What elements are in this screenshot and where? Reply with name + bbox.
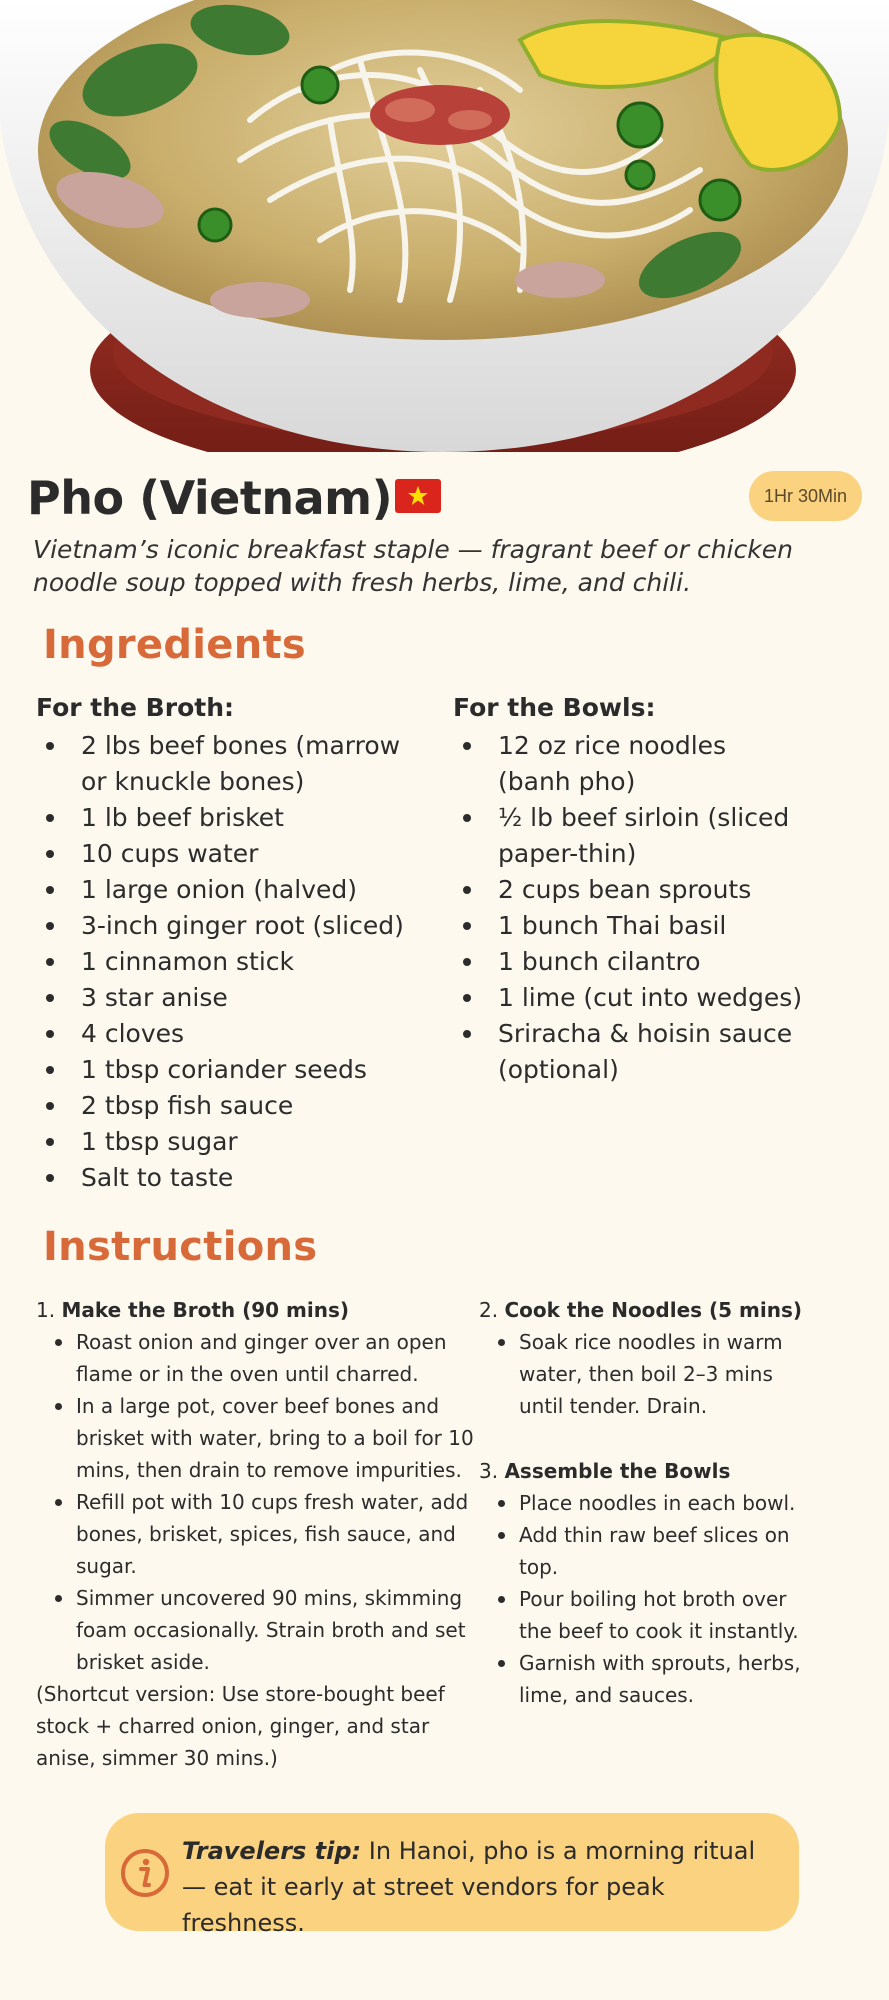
list-item: 4 cloves — [36, 1016, 406, 1052]
list-item: 3 star anise — [36, 980, 406, 1016]
bowls-title: For the Bowls: — [453, 693, 656, 722]
list-item: Garnish with sprouts, herbs, lime, and sauces. — [479, 1647, 819, 1711]
broth-title: For the Broth: — [36, 693, 234, 722]
list-item: 1 tbsp coriander seeds — [36, 1052, 406, 1088]
list-item: Pour boiling hot broth over the beef to cook it instantly. — [479, 1583, 819, 1647]
list-item: Soak rice noodles in warm water, then boil 2–3 mins until tender. Drain. — [479, 1326, 819, 1422]
step-heading: Cook the Noodles (5 mins) — [504, 1298, 803, 1322]
step-3 — [479, 1455, 819, 1711]
title-row — [27, 463, 862, 533]
recipe-subtitle: Vietnam’s iconic breakfast staple — fragrant beef or chicken noodle soup topped with fresh herbs, lime, and chili. — [33, 535, 793, 597]
list-item: ½ lb beef sirloin (sliced paper-thin) — [453, 800, 803, 872]
instructions-heading: Instructions — [43, 1224, 318, 1270]
list-item: 1 cinnamon stick — [36, 944, 406, 980]
list-item: 3-inch ginger root (sliced) — [36, 908, 406, 944]
vietnam-flag-icon — [395, 479, 441, 513]
list-item: 1 large onion (halved) — [36, 872, 406, 908]
list-item: 1 bunch cilantro — [453, 944, 803, 980]
travelers-tip-callout — [105, 1813, 799, 1937]
recipe-title: Pho (Vietnam) — [27, 471, 393, 525]
list-item: 2 cups bean sprouts — [453, 872, 803, 908]
list-item: 10 cups water — [36, 836, 406, 872]
hero-image — [0, 0, 889, 452]
list-item: 12 oz rice noodles (banh pho) — [453, 728, 803, 800]
tip-text — [182, 1833, 782, 1941]
list-item: 1 bunch Thai basil — [453, 908, 803, 944]
list-item: 1 lime (cut into wedges) — [453, 980, 803, 1016]
list-item: 1 lb beef brisket — [36, 800, 406, 836]
list-item: In a large pot, cover beef bones and brisket with water, bring to a boil for 10 mins, then drain to remove impurities. — [36, 1390, 476, 1486]
step-number: 1. — [36, 1298, 56, 1322]
shortcut-note: (Shortcut version: Use store-bought beef stock + charred onion, ginger, and star anise, simmer 30 mins.) — [36, 1682, 445, 1770]
tip-body: In Hanoi, pho is a morning ritual — eat it early at street vendors for peak freshness. — [182, 1837, 756, 1937]
list-item: Roast onion and ginger over an open flame or in the oven until charred. — [36, 1326, 476, 1390]
step-heading: Assemble the Bowls — [504, 1459, 731, 1483]
step-title — [479, 1455, 819, 1487]
list-item: 2 lbs beef bones (marrow or knuckle bones) — [36, 728, 406, 800]
list-item: Sriracha & hoisin sauce (optional) — [453, 1016, 803, 1088]
list-item: Refill pot with 10 cups fresh water, add bones, brisket, spices, fish sauce, and sugar. — [36, 1486, 476, 1582]
list-item: Simmer uncovered 90 mins, skimming foam occasionally. Strain broth and set brisket aside. — [36, 1582, 476, 1678]
step-number: 2. — [479, 1298, 499, 1322]
broth-ingredients — [36, 690, 406, 1196]
list-item: 1 tbsp sugar — [36, 1124, 406, 1160]
list-item: Salt to taste — [36, 1160, 406, 1196]
list-item: 2 tbsp fish sauce — [36, 1088, 406, 1124]
time-badge: 1Hr 30Min — [749, 471, 862, 521]
step-1 — [36, 1294, 476, 1774]
step-number: 3. — [479, 1459, 499, 1483]
list-item: Add thin raw beef slices on top. — [479, 1519, 819, 1583]
tip-lead: Travelers tip: — [182, 1837, 362, 1865]
step-title — [36, 1294, 476, 1326]
list-item: Place noodles in each bowl. — [479, 1487, 819, 1519]
step-heading: Make the Broth (90 mins) — [61, 1298, 349, 1322]
info-icon — [119, 1847, 171, 1899]
ingredients-heading: Ingredients — [43, 622, 307, 668]
bowl-ingredients — [453, 690, 803, 1088]
step-2 — [479, 1294, 819, 1422]
step-title — [479, 1294, 819, 1326]
